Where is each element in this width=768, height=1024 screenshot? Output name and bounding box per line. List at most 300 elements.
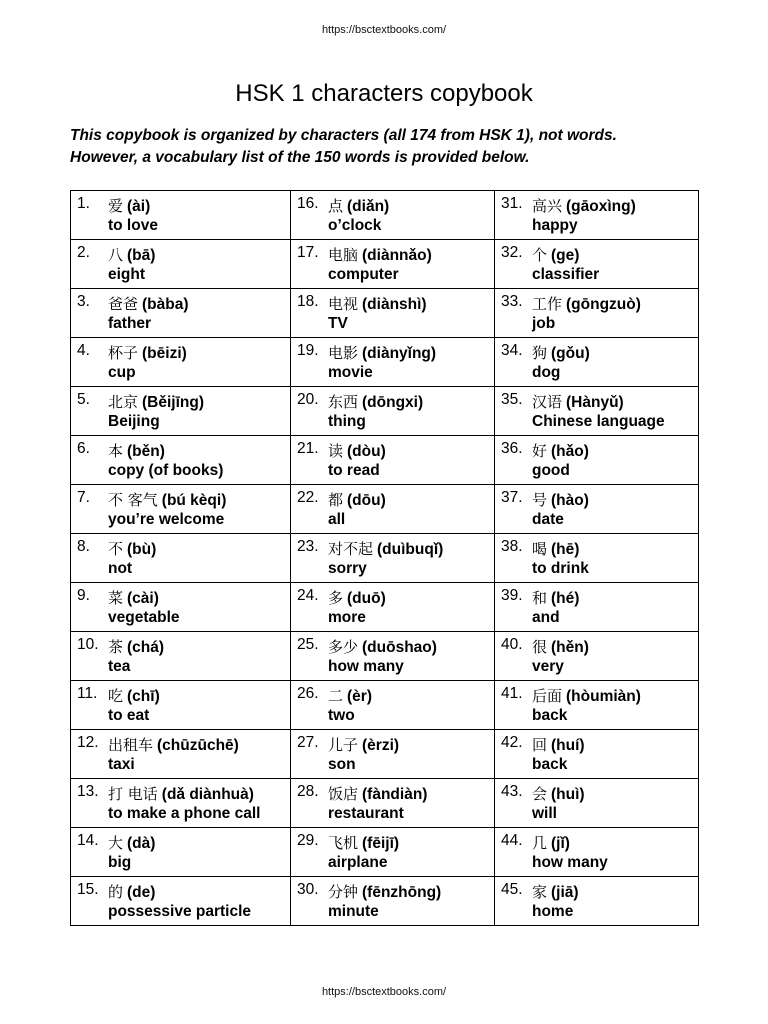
entry-hanzi (328, 342, 436, 363)
entry-hanzi (108, 538, 156, 559)
entry-number: 37. (501, 489, 523, 506)
entry-hanzi (532, 538, 579, 559)
entry-number: 44. (501, 832, 523, 849)
vocab-entry (495, 779, 698, 827)
hanzi-text: 的 (108, 883, 124, 901)
entry-pinyin: (dà) (127, 835, 156, 852)
entry-number: 33. (501, 293, 523, 310)
entry-hanzi (328, 538, 443, 559)
vocab-entry (291, 828, 494, 876)
entry-english: thing (328, 413, 366, 430)
vocab-entry (71, 583, 290, 631)
entry-hanzi (328, 195, 389, 216)
entry-english: home (532, 903, 574, 920)
table-row (71, 779, 699, 828)
hanzi-text: 都 (328, 491, 344, 509)
hanzi-text: 狗 (532, 344, 548, 362)
vocab-entry (291, 730, 494, 778)
entry-english: dog (532, 364, 561, 381)
entry-number: 28. (297, 783, 319, 800)
entry-number: 1. (77, 195, 90, 212)
entry-hanzi (328, 391, 423, 412)
hanzi-text: 二 (328, 687, 344, 705)
entry-english: good (532, 462, 570, 479)
entry-english: eight (108, 266, 146, 283)
entry-pinyin: (dǎ diànhuà) (161, 786, 254, 803)
entry-hanzi (108, 195, 150, 216)
entry-hanzi (108, 489, 226, 510)
entry-hanzi (108, 440, 165, 461)
vocab-entry (495, 632, 698, 680)
vocab-entry (71, 289, 290, 337)
entry-pinyin: (diǎn) (347, 198, 390, 215)
table-row (71, 436, 699, 485)
vocab-cell (291, 877, 495, 926)
vocab-entry (71, 681, 290, 729)
entry-number: 22. (297, 489, 319, 506)
entry-english: vegetable (108, 609, 180, 626)
vocab-entry (495, 485, 698, 533)
hanzi-text: 后面 (532, 687, 563, 705)
header-url[interactable]: https://bsctextbooks.com/ (321, 24, 447, 36)
vocab-entry (71, 387, 290, 435)
entry-hanzi (328, 685, 372, 706)
entry-hanzi (328, 636, 437, 657)
vocab-cell (495, 534, 699, 583)
entry-english: minute (328, 903, 379, 920)
entry-pinyin: (fàndiàn) (362, 786, 428, 803)
entry-pinyin: (èrzi) (362, 737, 400, 754)
table-row (71, 730, 699, 779)
vocab-cell (495, 191, 699, 240)
entry-number: 40. (501, 636, 523, 653)
vocab-cell (71, 632, 291, 681)
vocab-cell (495, 485, 699, 534)
entry-number: 31. (501, 195, 523, 212)
entry-pinyin: (èr) (347, 688, 372, 705)
vocab-cell (291, 632, 495, 681)
hanzi-text: 个 (532, 246, 548, 264)
entry-hanzi (108, 881, 155, 902)
entry-english: will (532, 805, 557, 822)
entry-pinyin: (de) (127, 884, 156, 901)
table-row (71, 240, 699, 289)
hanzi-text: 好 (532, 442, 548, 460)
entry-hanzi (108, 244, 155, 265)
entry-number: 18. (297, 293, 319, 310)
entry-english: tea (108, 658, 131, 675)
entry-hanzi (532, 587, 579, 608)
vocab-cell (71, 828, 291, 877)
vocab-cell (71, 485, 291, 534)
entry-number: 2. (77, 244, 90, 261)
entry-hanzi (328, 832, 399, 853)
vocab-cell (71, 534, 291, 583)
entry-english: all (328, 511, 346, 528)
entry-number: 30. (297, 881, 319, 898)
vocab-cell (71, 779, 291, 828)
entry-hanzi (328, 244, 432, 265)
vocab-cell (291, 436, 495, 485)
entry-hanzi (328, 587, 386, 608)
entry-pinyin: (hòumiàn) (566, 688, 641, 705)
entry-english: back (532, 707, 568, 724)
entry-hanzi (532, 342, 590, 363)
hanzi-text: 电脑 (328, 246, 359, 264)
hanzi-text: 电影 (328, 344, 359, 362)
vocab-cell (495, 828, 699, 877)
entry-number: 42. (501, 734, 523, 751)
entry-english: cup (108, 364, 136, 381)
entry-hanzi (108, 783, 254, 804)
hanzi-text: 多 (328, 589, 344, 607)
entry-pinyin: (diànnǎo) (362, 247, 432, 264)
hanzi-text: 电视 (328, 295, 359, 313)
vocab-cell (71, 289, 291, 338)
entry-pinyin: (Hànyǔ) (566, 394, 624, 411)
vocab-cell (495, 240, 699, 289)
entry-english: back (532, 756, 568, 773)
hanzi-text: 汉语 (532, 393, 563, 411)
entry-pinyin: (chī) (127, 688, 160, 705)
entry-pinyin: (bēizi) (142, 345, 187, 362)
vocab-cell (495, 681, 699, 730)
entry-pinyin: (jǐ) (551, 835, 570, 852)
entry-english: more (328, 609, 366, 626)
vocab-cell (71, 436, 291, 485)
entry-hanzi (328, 734, 399, 755)
entry-english: Chinese language (532, 413, 665, 430)
hanzi-text: 点 (328, 197, 344, 215)
vocab-entry (495, 191, 698, 239)
entry-hanzi (328, 881, 441, 902)
vocab-cell (71, 681, 291, 730)
vocab-cell (71, 191, 291, 240)
entry-pinyin: (gōngzuò) (566, 296, 641, 313)
hanzi-text: 八 (108, 246, 124, 264)
entry-pinyin: (hǎo) (551, 443, 589, 460)
entry-hanzi (532, 391, 624, 412)
entry-english: how many (532, 854, 608, 871)
vocab-entry (71, 877, 290, 925)
vocab-cell (71, 730, 291, 779)
vocab-entry (71, 191, 290, 239)
entry-hanzi (532, 636, 589, 657)
entry-pinyin: (dōu) (347, 492, 386, 509)
vocab-cell (291, 387, 495, 436)
hanzi-text: 和 (532, 589, 548, 607)
entry-english: not (108, 560, 133, 577)
vocab-entry (291, 387, 494, 435)
entry-pinyin: (diànyǐng) (362, 345, 437, 362)
vocabulary-table (70, 190, 699, 926)
hanzi-text: 爸爸 (108, 295, 139, 313)
entry-pinyin: (duìbuqǐ) (377, 541, 444, 558)
entry-pinyin: (fēnzhōng) (362, 884, 442, 901)
entry-number: 14. (77, 832, 99, 849)
vocab-entry (291, 632, 494, 680)
entry-number: 11. (77, 685, 98, 702)
entry-english: to love (108, 217, 158, 234)
entry-number: 26. (297, 685, 319, 702)
vocab-cell (291, 240, 495, 289)
entry-pinyin: (hé) (551, 590, 580, 607)
vocab-cell (495, 632, 699, 681)
vocab-cell (71, 338, 291, 387)
hanzi-text: 高兴 (532, 197, 563, 215)
vocab-cell (495, 289, 699, 338)
vocab-cell (71, 387, 291, 436)
entry-english: o’clock (328, 217, 382, 234)
entry-english: very (532, 658, 564, 675)
entry-pinyin: (duōshao) (362, 639, 437, 656)
hanzi-text: 饭店 (328, 785, 359, 803)
vocab-cell (71, 240, 291, 289)
entry-number: 23. (297, 538, 319, 555)
intro-line-2: However, a vocabulary list of the 150 words is provided below. (70, 149, 530, 166)
intro-line-1: This copybook is organized by characters (all 174 from HSK 1), not words. (70, 127, 617, 144)
hanzi-text: 吃 (108, 687, 124, 705)
entry-number: 4. (77, 342, 90, 359)
vocab-entry (495, 338, 698, 386)
vocab-entry (495, 289, 698, 337)
vocab-entry (291, 338, 494, 386)
table-row (71, 387, 699, 436)
entry-number: 34. (501, 342, 523, 359)
vocab-cell (495, 877, 699, 926)
entry-pinyin: (ài) (127, 198, 151, 215)
vocab-cell (291, 485, 495, 534)
vocab-entry (495, 681, 698, 729)
page-title: HSK 1 characters copybook (235, 80, 533, 108)
entry-hanzi (108, 391, 204, 412)
vocab-cell (291, 730, 495, 779)
entry-english: copy (of books) (108, 462, 224, 479)
vocab-entry (71, 534, 290, 582)
vocab-cell (495, 779, 699, 828)
entry-pinyin: (bā) (127, 247, 156, 264)
entry-pinyin: (ge) (551, 247, 580, 264)
entry-hanzi (532, 685, 641, 706)
entry-hanzi (532, 440, 589, 461)
table-row (71, 828, 699, 877)
vocab-entry (291, 877, 494, 925)
hanzi-text: 家 (532, 883, 548, 901)
vocab-entry (495, 828, 698, 876)
footer-url[interactable]: https://bsctextbooks.com/ (321, 986, 447, 998)
hanzi-text: 分钟 (328, 883, 359, 901)
entry-english: happy (532, 217, 578, 234)
entry-hanzi (108, 587, 159, 608)
entry-pinyin: (gǒu) (551, 345, 590, 362)
entry-english: to make a phone call (108, 805, 261, 822)
entry-number: 6. (77, 440, 90, 457)
vocab-entry (71, 240, 290, 288)
entry-number: 7. (77, 489, 90, 506)
entry-number: 16. (297, 195, 319, 212)
entry-number: 39. (501, 587, 523, 604)
hanzi-text: 多少 (328, 638, 359, 656)
entry-english: classifier (532, 266, 600, 283)
entry-number: 9. (77, 587, 90, 604)
table-row (71, 632, 699, 681)
table-row (71, 877, 699, 926)
vocab-cell (495, 730, 699, 779)
hanzi-text: 不 (108, 540, 124, 558)
vocab-entry (495, 877, 698, 925)
entry-pinyin: (hào) (551, 492, 589, 509)
vocab-entry (291, 191, 494, 239)
entry-pinyin: (bú kèqi) (161, 492, 227, 509)
entry-english: two (328, 707, 355, 724)
entry-number: 25. (297, 636, 319, 653)
entry-number: 12. (77, 734, 99, 751)
entry-hanzi (532, 195, 636, 216)
table-row (71, 583, 699, 632)
entry-pinyin: (fēijī) (362, 835, 400, 852)
entry-number: 38. (501, 538, 523, 555)
vocab-entry (495, 730, 698, 778)
entry-number: 5. (77, 391, 90, 408)
entry-english: to drink (532, 560, 589, 577)
hanzi-text: 回 (532, 736, 548, 754)
entry-hanzi (532, 832, 570, 853)
entry-number: 35. (501, 391, 523, 408)
table-row (71, 338, 699, 387)
vocab-cell (495, 436, 699, 485)
entry-pinyin: (dòu) (347, 443, 386, 460)
hanzi-text: 出租车 (108, 736, 154, 754)
entry-pinyin: (dōngxi) (362, 394, 424, 411)
hanzi-text: 几 (532, 834, 548, 852)
hanzi-text: 大 (108, 834, 124, 852)
vocab-entry (71, 436, 290, 484)
hanzi-text: 北京 (108, 393, 139, 411)
entry-number: 20. (297, 391, 319, 408)
entry-hanzi (108, 342, 187, 363)
vocab-entry (291, 583, 494, 631)
vocab-cell (291, 828, 495, 877)
vocab-entry (71, 828, 290, 876)
vocab-entry (71, 338, 290, 386)
entry-pinyin: (gāoxìng) (566, 198, 636, 215)
vocab-cell (291, 534, 495, 583)
entry-english: computer (328, 266, 399, 283)
vocab-cell (71, 583, 291, 632)
vocab-entry (71, 632, 290, 680)
entry-pinyin: (huì) (551, 786, 585, 803)
vocab-entry (71, 779, 290, 827)
vocab-cell (291, 779, 495, 828)
entry-english: son (328, 756, 356, 773)
hanzi-text: 本 (108, 442, 124, 460)
vocab-entry (71, 485, 290, 533)
entry-number: 41. (501, 685, 523, 702)
hanzi-text: 对不起 (328, 540, 374, 558)
vocab-cell (495, 583, 699, 632)
entry-pinyin: (běn) (127, 443, 165, 460)
entry-number: 10. (77, 636, 99, 653)
entry-number: 3. (77, 293, 90, 310)
vocab-cell (291, 681, 495, 730)
entry-english: to read (328, 462, 380, 479)
vocab-entry (291, 240, 494, 288)
entry-english: job (532, 315, 556, 332)
entry-english: sorry (328, 560, 367, 577)
entry-english: taxi (108, 756, 135, 773)
entry-pinyin: (chūzūchē) (157, 737, 239, 754)
hanzi-text: 喝 (532, 540, 548, 558)
entry-pinyin: (chá) (127, 639, 165, 656)
hanzi-text: 很 (532, 638, 548, 656)
entry-english: big (108, 854, 132, 871)
vocab-entry (291, 681, 494, 729)
entry-hanzi (108, 685, 160, 706)
entry-hanzi (328, 783, 427, 804)
entry-english: how many (328, 658, 404, 675)
intro-paragraph (70, 125, 710, 169)
hanzi-text: 东西 (328, 393, 359, 411)
vocab-cell (495, 338, 699, 387)
entry-pinyin: (hěn) (551, 639, 589, 656)
vocab-entry (495, 240, 698, 288)
entry-hanzi (108, 636, 164, 657)
entry-english: movie (328, 364, 373, 381)
entry-hanzi (108, 734, 239, 755)
entry-hanzi (108, 293, 189, 314)
entry-english: restaurant (328, 805, 404, 822)
entry-number: 27. (297, 734, 319, 751)
entry-hanzi (532, 489, 589, 510)
hanzi-text: 杯子 (108, 344, 139, 362)
entry-hanzi (328, 293, 427, 314)
hanzi-text: 爱 (108, 197, 124, 215)
entry-hanzi (532, 881, 579, 902)
table-row (71, 289, 699, 338)
vocab-entry (71, 730, 290, 778)
table-row (71, 191, 699, 240)
entry-number: 45. (501, 881, 523, 898)
entry-pinyin: (duō) (347, 590, 386, 607)
vocab-cell (71, 877, 291, 926)
entry-number: 24. (297, 587, 319, 604)
entry-english: date (532, 511, 564, 528)
entry-pinyin: (bù) (127, 541, 157, 558)
table-row (71, 534, 699, 583)
entry-number: 21. (297, 440, 319, 457)
entry-english: you’re welcome (108, 511, 225, 528)
hanzi-text: 茶 (108, 638, 124, 656)
entry-english: possessive particle (108, 903, 252, 920)
entry-pinyin: (huí) (551, 737, 585, 754)
entry-hanzi (328, 489, 386, 510)
entry-pinyin: (hē) (551, 541, 580, 558)
entry-hanzi (532, 293, 641, 314)
entry-english: to eat (108, 707, 150, 724)
hanzi-text: 菜 (108, 589, 124, 607)
hanzi-text: 打 电话 (108, 785, 158, 803)
table-row (71, 681, 699, 730)
vocab-cell (495, 387, 699, 436)
vocab-entry (291, 485, 494, 533)
vocab-entry (291, 534, 494, 582)
entry-hanzi (328, 440, 386, 461)
entry-hanzi (532, 244, 579, 265)
entry-number: 36. (501, 440, 523, 457)
entry-english: father (108, 315, 152, 332)
vocab-cell (291, 583, 495, 632)
hanzi-text: 工作 (532, 295, 563, 313)
